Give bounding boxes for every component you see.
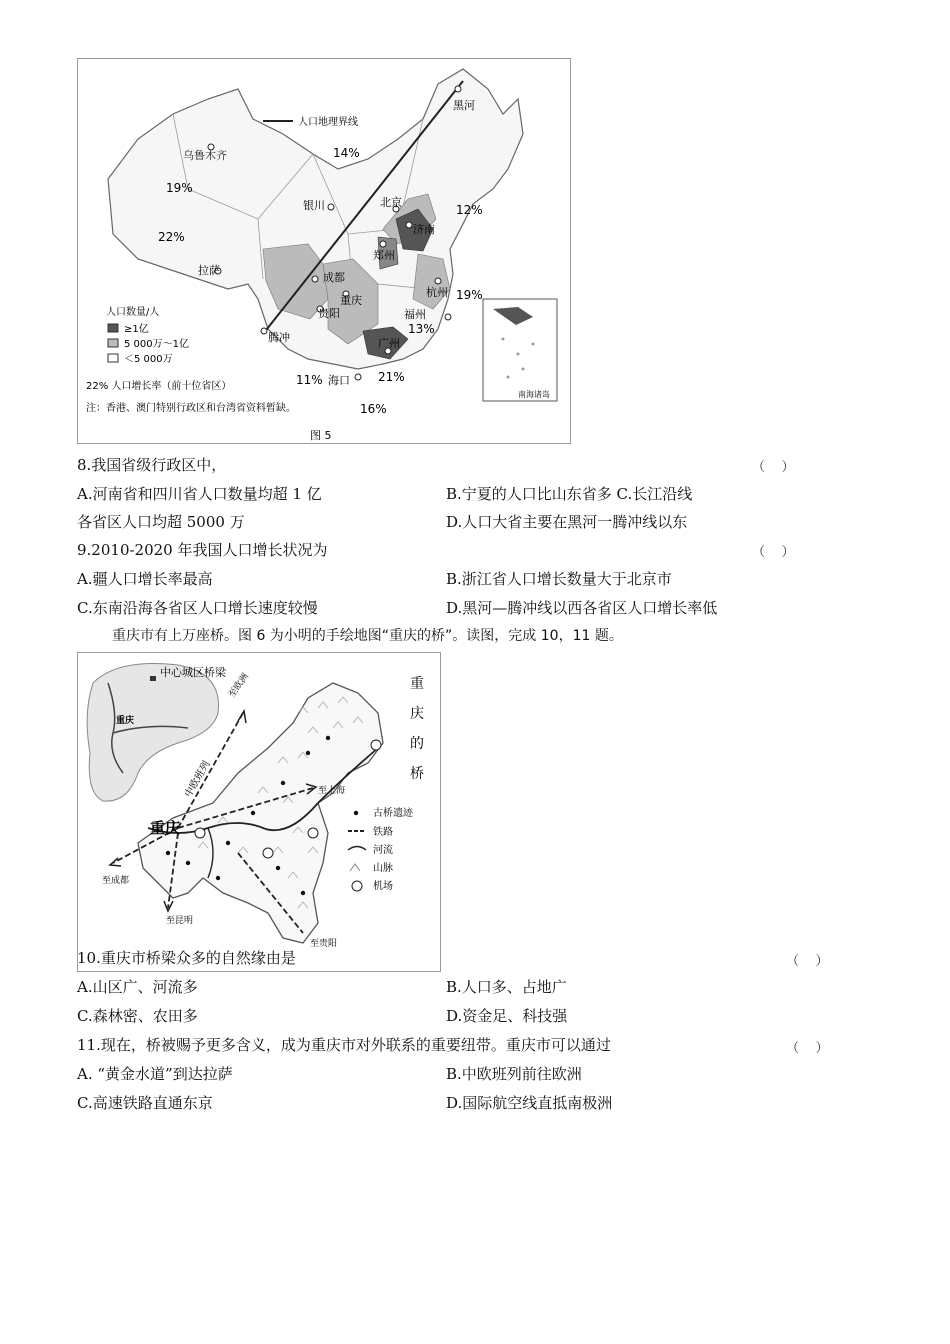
- svg-text:山脉: 山脉: [373, 863, 393, 874]
- figure-5-population-map: [77, 58, 571, 444]
- q8-option-d: D.人口大省主要在黑河一腾冲线以东: [446, 513, 688, 531]
- q10-option-c: C.森林密、农田多: [77, 1007, 198, 1025]
- q10-option-b: B.人口多、占地广: [446, 978, 567, 996]
- svg-text:铁路: 铁路: [373, 827, 393, 838]
- section-intro: 重庆市有上万座桥。图 6 为小明的手绘地图“重庆的桥”。读图，完成 10，11 题。: [112, 628, 623, 644]
- q9-stem: 9.2010-2020 年我国人口增长状况为: [77, 541, 328, 559]
- figure-5-caption: 图 5: [310, 429, 332, 442]
- svg-text:16%: 16%: [360, 402, 387, 416]
- q11-answer-blank[interactable]: （ ）: [786, 1041, 829, 1056]
- q8-stem: 8.我国省级行政区中，: [77, 456, 227, 474]
- svg-text:机场: 机场: [373, 881, 393, 892]
- svg-text:河流: 河流: [373, 845, 393, 856]
- svg-text:中欧班列: 中欧班列: [183, 759, 213, 800]
- svg-text:南海诸岛: 南海诸岛: [518, 390, 550, 399]
- svg-text:14%: 14%: [333, 146, 360, 160]
- svg-text:的: 的: [410, 736, 424, 752]
- svg-text:桥: 桥: [410, 766, 424, 782]
- q9-answer-blank[interactable]: （ ）: [752, 545, 795, 560]
- svg-text:至上海: 至上海: [318, 786, 346, 796]
- svg-text:海口: 海口: [328, 374, 350, 387]
- svg-text:古桥遗迹: 古桥遗迹: [373, 808, 413, 819]
- q10-option-a: A.山区广、河流多: [77, 978, 198, 996]
- svg-text:12%: 12%: [456, 203, 483, 217]
- q10-answer-blank[interactable]: （ ）: [786, 954, 829, 969]
- q10-stem: 10.重庆市桥梁众多的自然缘由是: [77, 949, 296, 967]
- svg-text:至欧洲: 至欧洲: [227, 671, 251, 700]
- svg-text:5 000万～1亿: 5 000万～1亿: [124, 339, 189, 350]
- q9-option-a: A.疆人口增长率最高: [77, 570, 213, 588]
- china-map-svg: [78, 59, 570, 443]
- svg-text:至成都: 至成都: [102, 876, 130, 886]
- china-outline: [108, 69, 523, 369]
- q8-answer-blank[interactable]: （ ）: [752, 460, 795, 475]
- svg-text:贵阳: 贵阳: [318, 307, 340, 320]
- q9-option-d: D.黑河—腾冲线以西各省区人口增长率低: [446, 599, 718, 617]
- svg-text:重庆: 重庆: [340, 294, 362, 307]
- chongqing-label: 重庆: [150, 819, 181, 837]
- svg-text:重庆: 重庆: [116, 716, 135, 726]
- q11-option-a: A. “黄金水道”到达拉萨: [77, 1065, 233, 1083]
- svg-text:19%: 19%: [166, 181, 193, 195]
- svg-text:北京: 北京: [380, 196, 402, 209]
- q10-option-d: D.资金足、科技强: [446, 1007, 568, 1025]
- svg-text:济南: 济南: [413, 223, 435, 236]
- q8-option-b: B.宁夏的人口比山东省多 C.长江沿线: [446, 485, 693, 503]
- legend-line-label: 人口地理界线: [298, 117, 358, 128]
- q9-option-b: B.浙江省人口增长数量大于北京市: [446, 570, 672, 588]
- svg-text:21%: 21%: [378, 370, 405, 384]
- q11-stem: 11.现在，桥被赐予更多含义，成为重庆市对外联系的重要纽带。重庆市可以通过: [77, 1036, 611, 1054]
- svg-text:13%: 13%: [408, 322, 435, 336]
- svg-text:中心城区桥梁: 中心城区桥梁: [160, 666, 226, 679]
- svg-text:杭州: 杭州: [426, 286, 448, 299]
- q11-option-c: C.高速铁路直通东京: [77, 1094, 213, 1112]
- q11-option-d: D.国际航空线直抵南极洲: [446, 1094, 613, 1112]
- q11-option-b: B.中欧班列前往欧洲: [446, 1065, 582, 1083]
- svg-text:庆: 庆: [410, 706, 424, 722]
- svg-text:腾冲: 腾冲: [268, 331, 290, 344]
- growth-note: 22% 人口增长率（前十位省区）: [86, 381, 232, 392]
- svg-text:乌鲁木齐: 乌鲁木齐: [183, 149, 227, 162]
- svg-text:至昆明: 至昆明: [166, 916, 194, 926]
- svg-text:黑河: 黑河: [453, 99, 475, 112]
- svg-text:19%: 19%: [456, 288, 483, 302]
- chongqing-map-svg: [78, 653, 440, 971]
- svg-text:拉萨: 拉萨: [198, 264, 220, 277]
- svg-text:≥1亿: ≥1亿: [124, 324, 149, 335]
- legend-title: 人口数量/人: [106, 307, 160, 318]
- svg-text:11%: 11%: [296, 373, 323, 387]
- svg-text:银川: 银川: [303, 199, 325, 212]
- svg-text:重: 重: [410, 676, 424, 692]
- q9-option-c: C.东南沿海各省区人口增长速度较慢: [77, 599, 318, 617]
- svg-text:福州: 福州: [404, 308, 426, 321]
- svg-text:广州: 广州: [378, 337, 400, 350]
- map-note: 注：香港、澳门特别行政区和台湾省资料暂缺。: [86, 403, 296, 414]
- svg-text:郑州: 郑州: [373, 249, 395, 262]
- figure-6-chongqing-bridges-map: [77, 652, 441, 972]
- q8-option-a: A.河南省和四川省人口数量均超 1 亿: [77, 485, 322, 503]
- svg-text:＜5 000万: ＜5 000万: [124, 354, 173, 365]
- svg-text:至贵阳: 至贵阳: [310, 939, 338, 949]
- q8-option-c: 各省区人口均超 5000 万: [77, 513, 245, 531]
- svg-text:22%: 22%: [158, 230, 185, 244]
- svg-text:成都: 成都: [323, 271, 345, 284]
